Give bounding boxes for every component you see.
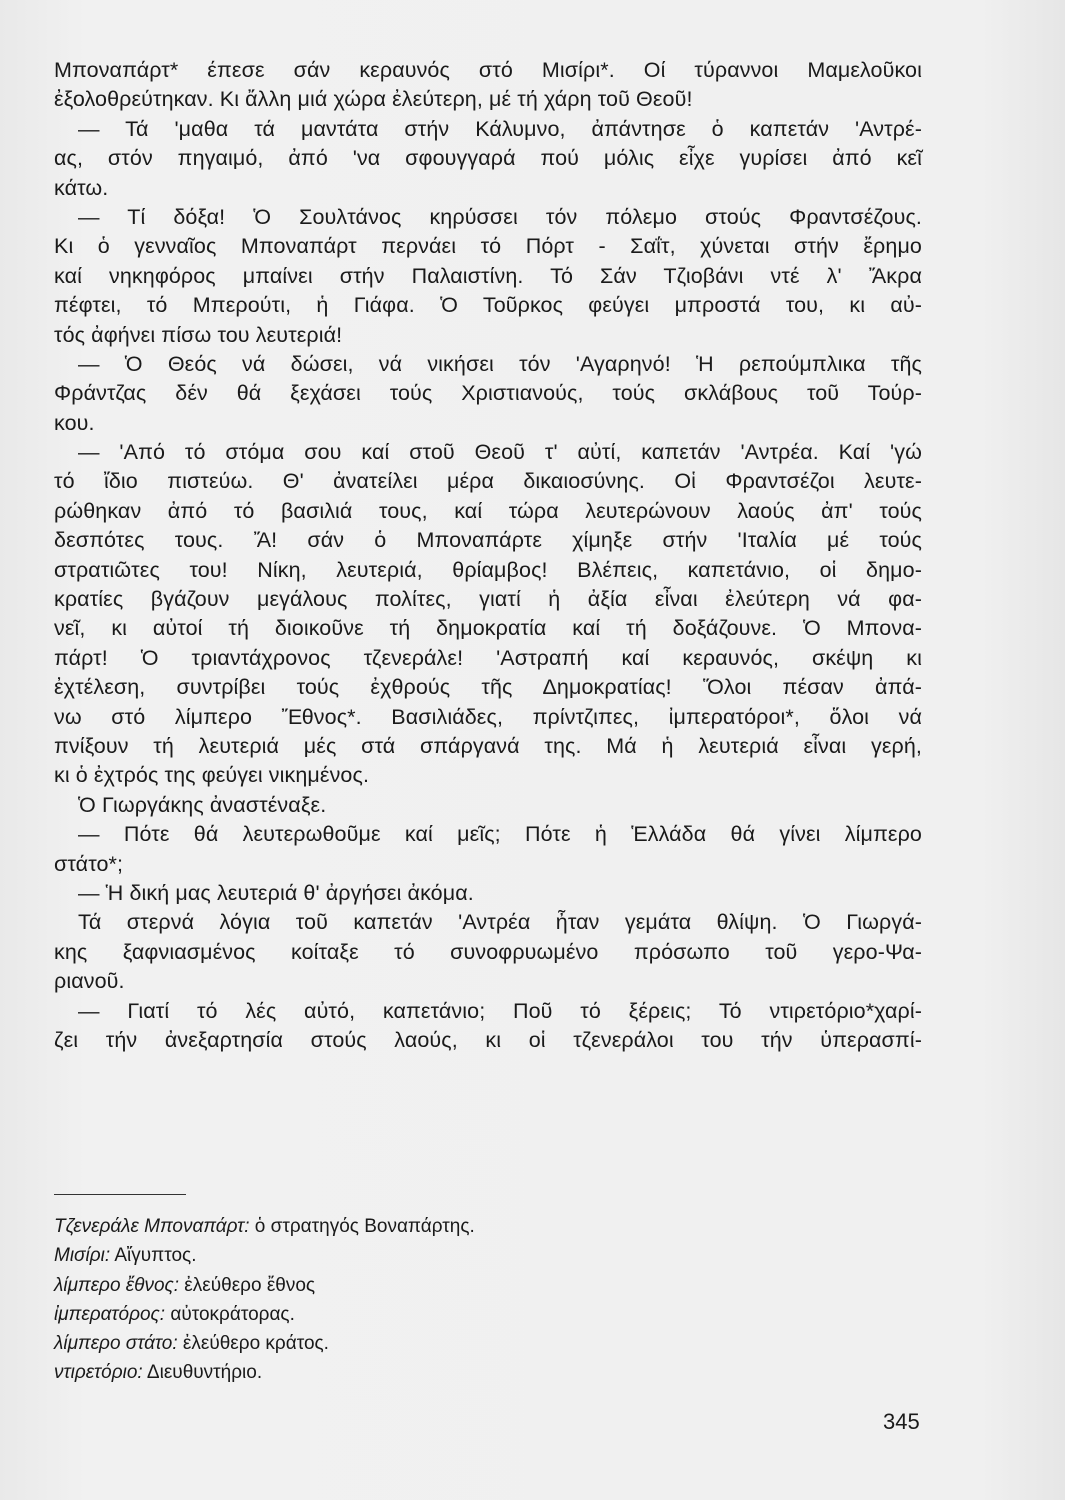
- text-line: ζει τήν ἀνεξαρτησία στούς λαούς, κι οἱ τζενεράλοι του τήν ὑπερασπί-: [54, 1027, 922, 1052]
- text-line: δεσπότες τους. Ἄ! σάν ὁ Μποναπάρτε χίμηξε στήν 'Ιταλία μέ τούς: [54, 528, 922, 553]
- footnote-definition: Διευθυντήριο.: [142, 1362, 263, 1384]
- text-line: νω στό λίμπερο Ἔθνος*. Βασιλιάδες, πρίντζιπες, ἰμπερατόροι*, ὅλοι νά: [54, 704, 922, 729]
- footnote: [54, 1212, 475, 1241]
- footnote: [54, 1358, 475, 1387]
- text-line: ἐξολοθρεύτηκαν. Κι ἄλλη μιά χώρα ἐλεύτερη, μέ τή χάρη τοῦ Θεοῦ!: [54, 87, 693, 112]
- text-line: — Γιατί τό λές αὐτό, καπετάνιο; Ποῦ τό ξέρεις; Τό ντιρετόριο*χαρί-: [78, 998, 922, 1023]
- footnote-definition: ἐλεύθερο κράτος.: [177, 1333, 329, 1355]
- text-line: — 'Από τό στόμα σου καί στοῦ Θεοῦ τ' αὐτί, καπετάν 'Αντρέα. Καί 'γώ: [78, 440, 922, 465]
- text-line: κου.: [54, 410, 95, 435]
- text-line: νεῖ, κι αὐτοί τή διοικοῦνε τή δημοκρατία καί τή δοξάζουνε. Ὁ Μπονα-: [54, 616, 922, 641]
- text-line: — Ὁ Θεός νά δώσει, νά νικήσει τόν 'Αγαρηνό! Ἡ ρεπούμπλικα τῆς: [78, 351, 922, 376]
- text-line: Κι ὁ γενναῖος Μποναπάρτ περνάει τό Πόρτ - Σαΐτ, χύνεται στήν ἔρημο: [54, 234, 922, 259]
- text-line: ἐχτέλεση, συντρίβει τούς ἐχθρούς τῆς Δημοκρατίας! Ὅλοι πέσαν ἀπά-: [54, 675, 922, 700]
- footnote-term: Τζενεράλε Μποναπάρτ:: [54, 1216, 250, 1237]
- text-line: ριανοῦ.: [54, 969, 125, 994]
- footnote-definition: ἐλεύθερο ἔθνος: [179, 1274, 316, 1296]
- text-line: πνίξουν τή λευτεριά μές στά σπάργανά της. Μά ἡ λευτεριά εἶναι γερή,: [54, 733, 922, 758]
- footnote-term: λίμπερο στάτο:: [54, 1333, 178, 1355]
- text-line: — Τά 'μαθα τά μαντάτα στήν Κάλυμνο, ἀπάντησε ὁ καπετάν 'Αντρέ-: [78, 116, 922, 141]
- footnote: [54, 1241, 475, 1270]
- text-line: Φράντζας δέν θά ξεχάσει τούς Χριστιανούς, τούς σκλάβους τοῦ Τούρ-: [54, 381, 922, 406]
- text-line: — Τί δόξα! Ὁ Σουλτάνος κηρύσσει τόν πόλεμο στούς Φραντσέζους.: [78, 204, 922, 229]
- text-line: κάτω.: [54, 175, 109, 200]
- text-line: στάτο*;: [54, 851, 124, 876]
- footnote-definition: αὐτοκράτορας.: [165, 1303, 295, 1325]
- footnote: [54, 1329, 475, 1358]
- text-line: πάρτ! Ὁ τριαντάχρονος τζενεράλε! 'Αστραπή καί κεραυνός, σκέψη κι: [54, 645, 922, 670]
- footnote-term: λίμπερο ἔθνος:: [54, 1274, 180, 1296]
- footnotes: [54, 1212, 475, 1388]
- footnote-term: ντιρετόριο:: [54, 1362, 143, 1384]
- text-line: — Πότε θά λευτερωθοῦμε καί μεῖς; Πότε ἡ Ἑλλάδα θά γίνει λίμπερο: [78, 822, 922, 847]
- text-line: κι ὁ ἐχτρός της φεύγει νικημένος.: [54, 763, 370, 788]
- text-line: κρατίες βγάζουν μεγάλους πολίτες, γιατί ἡ ἀξία εἶναι ἐλεύτερη νά φα-: [54, 587, 922, 612]
- page-number: 345: [883, 1409, 920, 1434]
- footnote-term: Μισίρι:: [54, 1245, 111, 1267]
- footnote-definition: ὁ στρατηγός Βοναπάρτης.: [249, 1216, 475, 1237]
- footnote-rule: [54, 1194, 186, 1195]
- text-line: — Ἡ δική μας λευτεριά θ' ἀργήσει ἀκόμα.: [78, 880, 474, 905]
- text-line: Ὁ Γιωργάκης ἀναστέναξε.: [78, 792, 327, 817]
- footnote-definition: Αἴγυπτος.: [110, 1245, 197, 1267]
- text-line: τό ἴδιο πιστεύω. Θ' ἀνατείλει μέρα δικαιοσύνης. Οἱ Φραντσέζοι λευτε-: [54, 469, 922, 494]
- text-line: κης ξαφνιασμένος κοίταξε τό συνοφρυωμένο πρόσωπο τοῦ γερο-Ψα-: [54, 939, 922, 964]
- body-text: [54, 56, 922, 1055]
- text-line: ρώθηκαν ἀπό τό βασιλιά τους, καί τώρα λευτερώνουν λαούς ἀπ' τούς: [54, 498, 922, 523]
- text-line: ας, στόν πηγαιμό, ἀπό 'να σφουγγαρά πού μόλις εἶχε γυρίσει ἀπό κεῖ: [54, 146, 922, 171]
- text-line: στρατιῶτες του! Νίκη, λευτεριά, θρίαμβος! Βλέπεις, καπετάνιο, οἱ δημο-: [54, 557, 922, 582]
- text-line: Τά στερνά λόγια τοῦ καπετάν 'Αντρέα ἦταν γεμάτα θλίψη. Ὁ Γιωργά-: [78, 910, 922, 935]
- text-line: Μποναπάρτ* έπεσε σάν κεραυνός στό Μισίρι*. Οί τύραννοι Μαμελοῦκοι: [54, 58, 922, 82]
- text-line: τός ἀφήνει πίσω του λευτεριά!: [54, 322, 343, 347]
- footnote-term: ἰμπερατόρος:: [54, 1303, 166, 1325]
- text-line: καί νηκηφόρος μπαίνει στήν Παλαιστίνη. Τό Σάν Τζιοβάνι ντέ λ' Ἄκρα: [54, 263, 922, 288]
- footnote: [54, 1271, 475, 1300]
- text-line: πέφτει, τό Μπερούτι, ἡ Γιάφα. Ὁ Τοῦρκος φεύγει μπροστά του, κι αὐ-: [54, 293, 922, 318]
- footnote: [54, 1300, 475, 1329]
